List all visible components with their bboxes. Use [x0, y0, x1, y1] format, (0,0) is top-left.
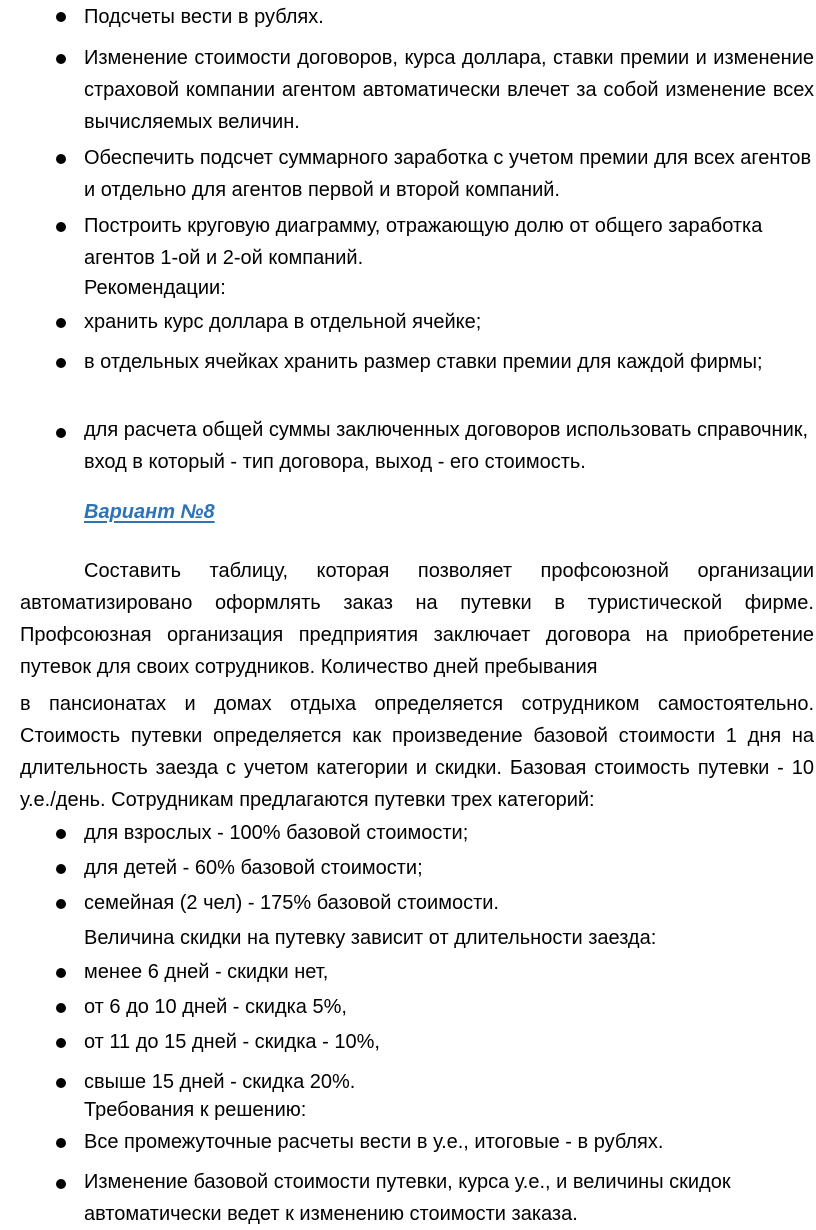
paragraph: в пансионатах и домах отдыха определяется сотрудником самостоятельно. Стоимость путевки определяется как произведение базовой стоимости 1 дня на длительность заезда с учетом категории и скидки. Базовая стоимость путевки - 10 у.е./день. Сотрудникам предлагаются путевки трех категорий:	[20, 693, 814, 811]
bullet-icon	[56, 54, 66, 64]
list-item: свыше 15 дней - скидка 20%.	[84, 1071, 356, 1093]
bullet-icon	[56, 1138, 66, 1148]
bullet-icon	[56, 154, 66, 164]
requirements-label: Требования к решению:	[84, 1099, 307, 1121]
recommendations-label: Рекомендации:	[84, 277, 226, 299]
bullet-icon	[56, 12, 66, 22]
list-item: от 11 до 15 дней - скидка - 10%,	[84, 1031, 380, 1053]
bullet-icon	[56, 1003, 66, 1013]
discount-label: Величина скидки на путевку зависит от длительности заезда:	[84, 927, 657, 949]
list-item: Обеспечить подсчет суммарного заработка с учетом премии для всех агентов и отдельно для агентов первой и второй компаний.	[84, 147, 812, 201]
list-item: для взрослых - 100% базовой стоимости;	[84, 822, 469, 844]
list-item: для детей - 60% базовой стоимости;	[84, 857, 423, 879]
list-item: Изменение базовой стоимости путевки, курса у.е., и величины скидок автоматически ведет к изменению стоимости заказа.	[84, 1171, 731, 1225]
bullet-icon	[56, 1078, 66, 1088]
list-item: для расчета общей суммы заключенных договоров использовать справочник, вход в который - тип договора, выход - его стоимость.	[84, 419, 809, 473]
list-item: в отдельных ячейках хранить размер ставки премии для каждой фирмы;	[84, 351, 763, 373]
list-item: хранить курс доллара в отдельной ячейке;	[84, 311, 482, 333]
bullet-icon	[56, 1038, 66, 1048]
list-item: Подсчеты вести в рублях.	[84, 6, 324, 28]
list-item: от 6 до 10 дней - скидка 5%,	[84, 996, 347, 1018]
paragraph: Составить таблицу, которая позволяет профсоюзной организации автоматизировано оформлять заказ на путевки в туристической фирме. Профсоюзная организация предприятия заключает договора на приобретение путевок для своих сотрудников. Количество дней пребывания	[20, 560, 814, 678]
bullet-icon	[56, 358, 66, 368]
bullet-icon	[56, 829, 66, 839]
list-item: Все промежуточные расчеты вести в у.е., итоговые - в рублях.	[84, 1131, 664, 1153]
list-item: менее 6 дней - скидки нет,	[84, 961, 329, 983]
bullet-icon	[56, 428, 66, 438]
list-item: Построить круговую диаграмму, отражающую долю от общего заработка агентов 1-ой и 2-ой компаний.	[84, 215, 763, 269]
bullet-icon	[56, 1179, 66, 1189]
bullet-icon	[56, 222, 66, 232]
list-item: Изменение стоимости договоров, курса доллара, ставки премии и изменение страховой компании агентом автоматически влечет за собой изменение всех вычисляемых величин.	[84, 47, 814, 133]
variant-heading: Вариант №8	[84, 501, 215, 523]
bullet-icon	[56, 318, 66, 328]
bullet-icon	[56, 968, 66, 978]
bullet-icon	[56, 864, 66, 874]
list-item: семейная (2 чел) - 175% базовой стоимости.	[84, 892, 499, 914]
bullet-icon	[56, 899, 66, 909]
